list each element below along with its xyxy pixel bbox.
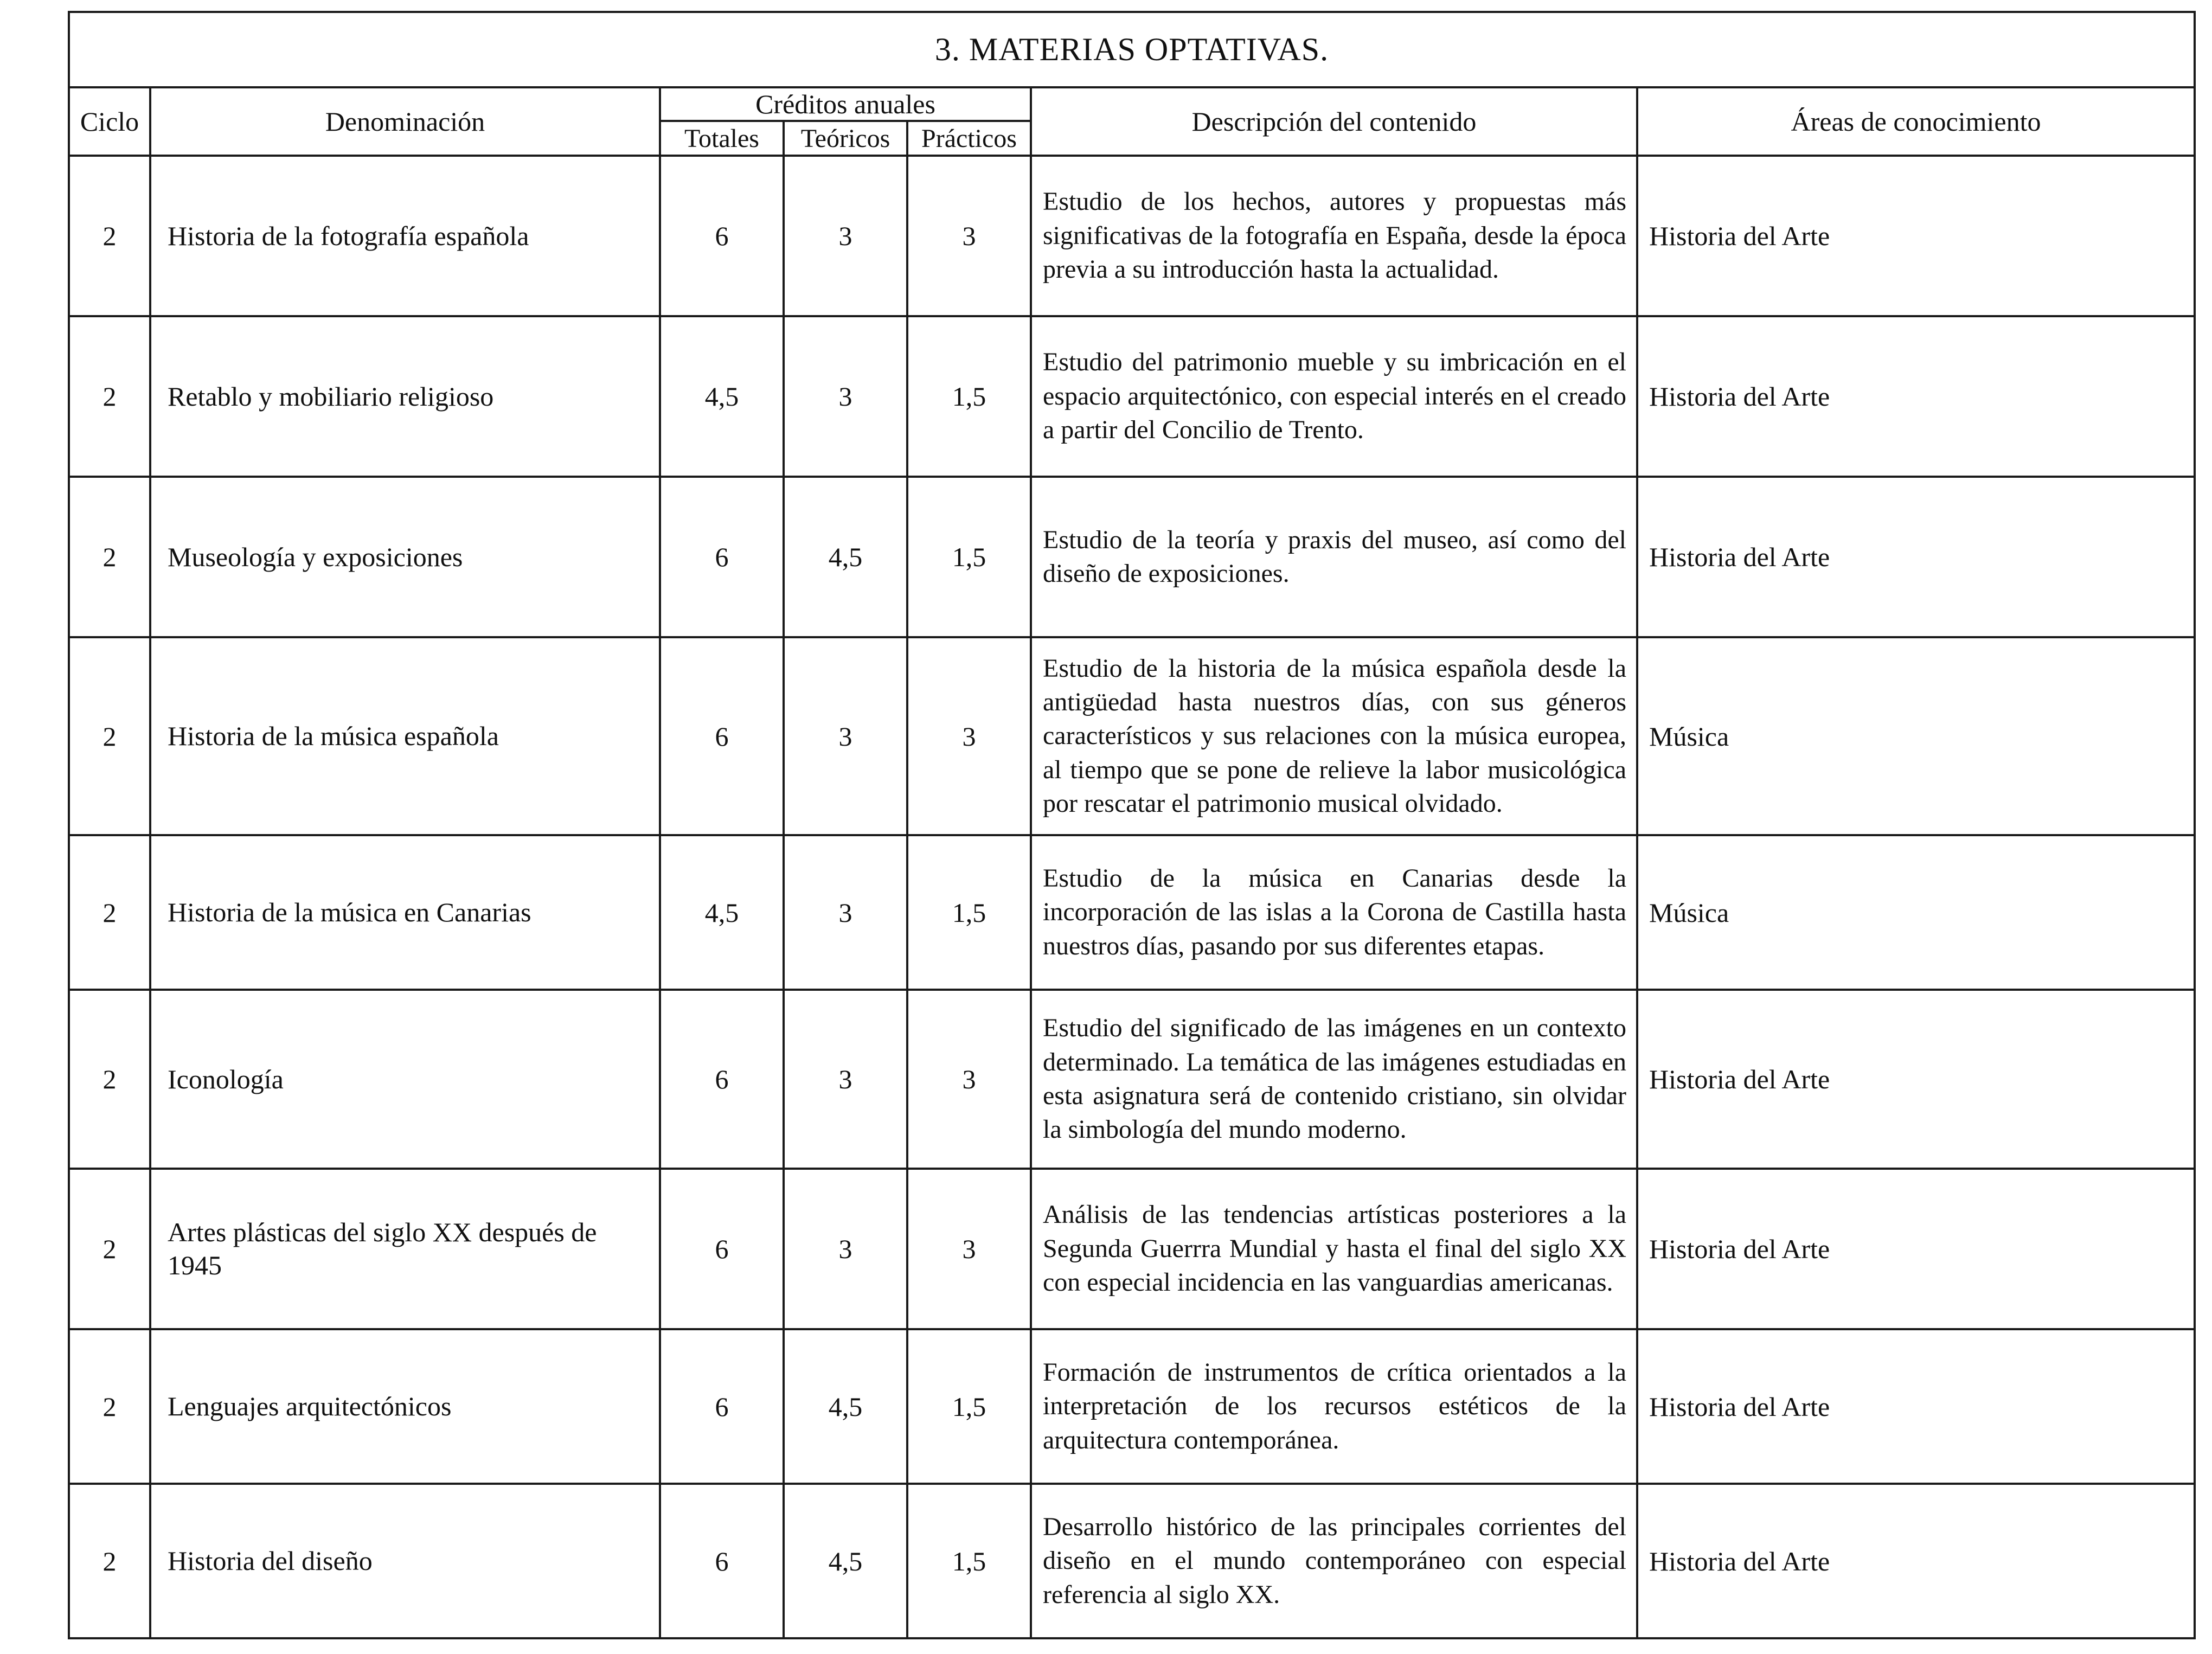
cell-teoricos: 3 [784, 637, 907, 835]
cell-area: Historia del Arte [1637, 477, 2195, 637]
cell-totales: 6 [660, 990, 784, 1169]
cell-ciclo: 2 [69, 637, 150, 835]
cell-practicos: 1,5 [907, 835, 1031, 990]
cell-descripcion: Estudio de la música en Canarias desde la incorporación de las islas a la Corona de Castilla hasta nuestros días, pasando por sus diferentes etapas. [1031, 835, 1637, 990]
cell-denominacion: Retablo y mobiliario religioso [150, 316, 660, 477]
cell-denominacion: Lenguajes arquitectónicos [150, 1329, 660, 1484]
cell-practicos: 1,5 [907, 1484, 1031, 1638]
cell-practicos: 3 [907, 1169, 1031, 1329]
cell-descripcion: Estudio de los hechos, autores y propuestas más significativas de la fotografía en España, desde la época previa a su introducción hasta la actualidad. [1031, 156, 1637, 316]
table-row [69, 156, 2195, 316]
cell-practicos: 3 [907, 156, 1031, 316]
cell-ciclo: 2 [69, 316, 150, 477]
cell-teoricos: 3 [784, 990, 907, 1169]
cell-descripcion: Desarrollo histórico de las principales corrientes del diseño en el mundo contemporáneo con especial referencia al siglo XX. [1031, 1484, 1637, 1638]
cell-area: Música [1637, 835, 2195, 990]
header-creditos-anuales: Créditos anuales [660, 87, 1031, 121]
table-row [69, 835, 2195, 990]
cell-teoricos: 4,5 [784, 477, 907, 637]
cell-ciclo: 2 [69, 1484, 150, 1638]
cell-descripcion: Estudio de la historia de la música española desde la antigüedad hasta nuestros días, con sus géneros característicos y sus relaciones con la música europea, al tiempo que se pone de relieve la labor musicológica por rescatar el patrimonio musical olvidado. [1031, 637, 1637, 835]
cell-totales: 6 [660, 477, 784, 637]
cell-totales: 6 [660, 1484, 784, 1638]
table-row [69, 1484, 2195, 1638]
cell-area: Historia del Arte [1637, 316, 2195, 477]
table-row [69, 990, 2195, 1169]
cell-ciclo: 2 [69, 477, 150, 637]
cell-practicos: 1,5 [907, 477, 1031, 637]
cell-denominacion: Historia de la fotografía española [150, 156, 660, 316]
cell-practicos: 3 [907, 990, 1031, 1169]
header-descripcion: Descripción del contenido [1031, 87, 1637, 156]
cell-area: Historia del Arte [1637, 990, 2195, 1169]
cell-descripcion: Estudio del significado de las imágenes en un contexto determinado. La temática de las imágenes estudiadas en esta asignatura será de contenido cristiano, sin olvidar la simbología del mundo moderno. [1031, 990, 1637, 1169]
header-practicos: Prácticos [907, 121, 1031, 156]
cell-area: Música [1637, 637, 2195, 835]
header-totales: Totales [660, 121, 784, 156]
cell-totales: 6 [660, 637, 784, 835]
cell-totales: 6 [660, 1329, 784, 1484]
cell-ciclo: 2 [69, 835, 150, 990]
cell-denominacion: Historia del diseño [150, 1484, 660, 1638]
cell-practicos: 1,5 [907, 1329, 1031, 1484]
materias-optativas-table [68, 11, 2196, 1639]
cell-ciclo: 2 [69, 156, 150, 316]
cell-totales: 4,5 [660, 316, 784, 477]
cell-practicos: 1,5 [907, 316, 1031, 477]
cell-totales: 6 [660, 156, 784, 316]
cell-teoricos: 3 [784, 835, 907, 990]
cell-teoricos: 3 [784, 1169, 907, 1329]
header-ciclo: Ciclo [69, 87, 150, 156]
table-title: 3. MATERIAS OPTATIVAS. [69, 12, 2195, 87]
cell-ciclo: 2 [69, 990, 150, 1169]
cell-area: Historia del Arte [1637, 1329, 2195, 1484]
cell-descripcion: Estudio del patrimonio mueble y su imbricación en el espacio arquitectónico, con especial interés en el creado a partir del Concilio de Trento. [1031, 316, 1637, 477]
cell-descripcion: Formación de instrumentos de crítica orientados a la interpretación de los recursos estéticos de la arquitectura contemporánea. [1031, 1329, 1637, 1484]
header-denominacion: Denominación [150, 87, 660, 156]
cell-ciclo: 2 [69, 1169, 150, 1329]
cell-area: Historia del Arte [1637, 1169, 2195, 1329]
cell-denominacion: Historia de la música española [150, 637, 660, 835]
cell-totales: 4,5 [660, 835, 784, 990]
cell-denominacion: Iconología [150, 990, 660, 1169]
cell-descripcion: Estudio de la teoría y praxis del museo, así como del diseño de exposiciones. [1031, 477, 1637, 637]
cell-totales: 6 [660, 1169, 784, 1329]
table-row [69, 316, 2195, 477]
header-areas: Áreas de conocimiento [1637, 87, 2195, 156]
cell-ciclo: 2 [69, 1329, 150, 1484]
table-row [69, 1329, 2195, 1484]
cell-descripcion: Análisis de las tendencias artísticas posteriores a la Segunda Guerrra Mundial y hasta el final del siglo XX con especial incidencia en las vanguardias americanas. [1031, 1169, 1637, 1329]
table-row [69, 477, 2195, 637]
cell-teoricos: 3 [784, 316, 907, 477]
document-sheet [68, 11, 2194, 1654]
cell-denominacion: Historia de la música en Canarias [150, 835, 660, 990]
cell-area: Historia del Arte [1637, 156, 2195, 316]
table-row [69, 637, 2195, 835]
cell-area: Historia del Arte [1637, 1484, 2195, 1638]
cell-teoricos: 3 [784, 156, 907, 316]
cell-denominacion: Museología y exposiciones [150, 477, 660, 637]
table-row [69, 1169, 2195, 1329]
cell-teoricos: 4,5 [784, 1484, 907, 1638]
cell-practicos: 3 [907, 637, 1031, 835]
header-teoricos: Teóricos [784, 121, 907, 156]
cell-teoricos: 4,5 [784, 1329, 907, 1484]
cell-denominacion: Artes plásticas del siglo XX después de 1945 [150, 1169, 660, 1329]
